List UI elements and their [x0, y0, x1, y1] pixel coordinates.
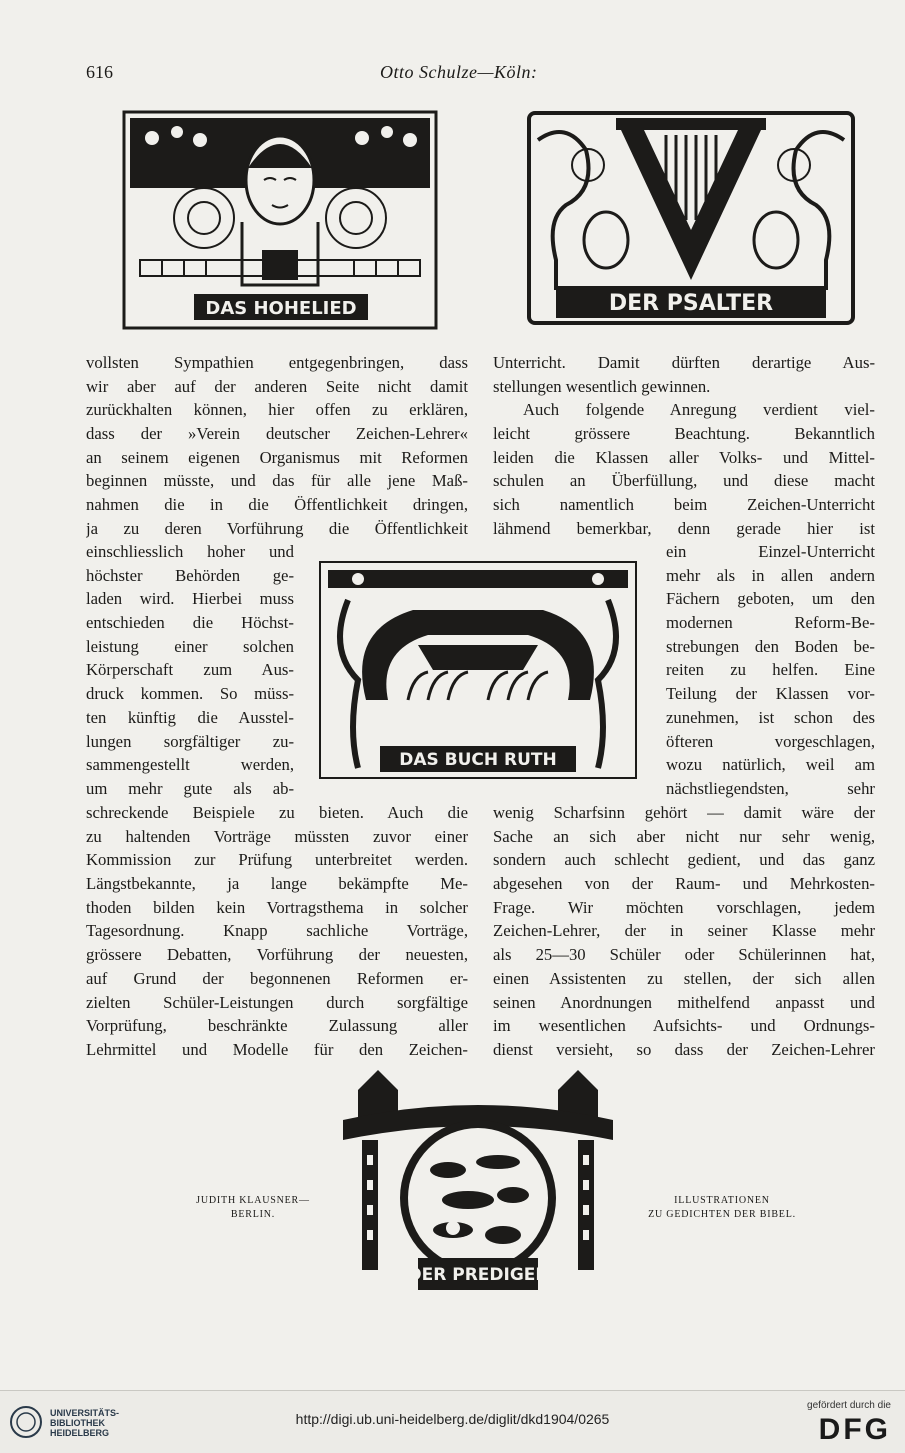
text-line: Auch folgende Anregung verdient viel- — [523, 400, 875, 420]
left-column-bottom — [86, 801, 468, 1062]
text-line: Frage. Wir möchten vorschlagen, jedem — [493, 897, 875, 917]
text-line: auf Grund der begonnenen Reformen er- — [86, 968, 468, 988]
text-line: entschieden die Höchst- — [86, 613, 294, 633]
text-line: reiten zu helfen. Eine — [666, 660, 875, 680]
text-line: zu haltenden Vorträge müssten zuvor einer — [86, 826, 468, 846]
text-line: laden wird. Hierbei muss — [86, 589, 294, 609]
text-line: nächstliegendsten, sehr — [666, 778, 875, 798]
illustration-hohelied — [122, 110, 438, 330]
prediger-title: DER PREDIGER — [407, 1265, 549, 1285]
text-line: dass der »Verein deutscher Zeichen-Lehrer« — [86, 424, 468, 444]
page-number: 616 — [86, 62, 113, 82]
text-line: schreckende Beispiele zu bieten. Auch die — [86, 803, 468, 822]
left-column-top — [86, 351, 468, 541]
library-name-line: HEIDELBERG — [50, 1428, 110, 1438]
text-line: ein Einzel-Unterricht — [666, 542, 875, 561]
text-line: höchster Behörden ge- — [86, 565, 294, 585]
caption-artist — [168, 1194, 338, 1222]
text-line: als 25—30 Schüler oder Schülerinnen hat, — [493, 945, 875, 965]
text-line: um mehr gute als ab- — [86, 778, 294, 798]
psalter-title: DER PSALTER — [608, 291, 774, 316]
text-line: zurückhalten können, hier offen zu erklären, — [86, 400, 468, 420]
text-line: Vorprüfung, beschränkte Zulassung aller — [86, 1016, 468, 1036]
ruth-title: DAS BUCH RUTH — [399, 750, 557, 770]
text-line: wir aber auf der anderen Seite nicht damit — [86, 376, 468, 396]
text-line: stellungen wesentlich gewinnen. — [493, 376, 711, 396]
right-column-top — [493, 351, 875, 541]
caption-title — [622, 1194, 822, 1222]
caption-artist-name: JUDITH KLAUSNER— — [196, 1195, 310, 1206]
text-line: wenig Scharfsinn gehört — damit wäre der — [493, 803, 875, 822]
text-line: Längstbekannte, ja lange bekämpfte Me- — [86, 874, 468, 894]
text-line: Unterricht. Damit dürften derartige Aus- — [493, 353, 875, 372]
text-line: seinen Anordnungen mithelfend anpasst und — [493, 992, 875, 1012]
text-line: thoden bilden kein Vortragsthema in solcher — [86, 897, 468, 917]
text-line: einschliesslich hoher und — [86, 542, 294, 561]
right-column-wrap — [666, 540, 875, 801]
text-line: Körperschaft zum Aus- — [86, 660, 294, 680]
text-line: abgesehen von der Raum- und Mehrkosten- — [493, 874, 875, 894]
text-line: Lehrmittel und Modelle für den Zeichen- — [86, 1039, 468, 1059]
text-line: strebungen den Boden be- — [666, 636, 875, 656]
illustration-prediger — [338, 1070, 618, 1295]
text-line: sammengestellt werden, — [86, 755, 294, 775]
text-line: Zeichen-Lehrer, der in seiner Klasse mehr — [493, 921, 875, 941]
dfg-logo: DFG — [818, 1413, 891, 1446]
text-line: lähmend bemerkbar, denn gerade hier ist — [493, 518, 875, 538]
text-line: Fächern geboten, um den — [666, 589, 875, 609]
text-line: druck kommen. So müss- — [86, 684, 294, 704]
text-line: wozu natürlich, weil am — [666, 755, 875, 775]
caption-line-2: ZU GEDICHTEN DER BIBEL. — [648, 1209, 796, 1220]
text-line: zunehmen, ist schon des — [666, 707, 875, 727]
hohelied-title: DAS HOHELIED — [205, 298, 357, 319]
text-line: öfteren vorgeschlagen, — [666, 731, 875, 751]
text-line: ten künftig die Ausstel- — [86, 707, 294, 727]
permalink[interactable]: http://digi.ub.uni-heidelberg.de/diglit/dkd1904/0265 — [295, 1411, 610, 1427]
running-title: Otto Schulze—Köln: — [380, 62, 538, 82]
text-line: leiden die Klassen aller Volks- und Mittel- — [493, 447, 875, 467]
text-line: an seinem eigenen Organismus mit Reformen — [86, 447, 468, 467]
text-line: schulen an Überfüllung, und diese macht — [493, 471, 875, 491]
text-line: Teilung der Klassen vor- — [666, 684, 875, 704]
text-line: nahmen die in die Öffentlichkeit dringen, — [86, 495, 468, 515]
text-line: leistung einer solchen — [86, 636, 294, 656]
text-line: zielten Schüler-Leistungen durch sorgfältige — [86, 992, 468, 1012]
text-line: einen Assistenten zu stellen, der sich allen — [493, 968, 875, 988]
text-line: beginnen müsste, und das für alle jene Maß- — [86, 471, 468, 491]
footer-bar — [0, 1390, 905, 1453]
caption-line-1: ILLUSTRATIONEN — [674, 1195, 770, 1206]
text-line: leicht grössere Beachtung. Bekanntlich — [493, 424, 875, 444]
text-line: im wesentlichen Aufsichts- und Ordnungs- — [493, 1016, 875, 1036]
library-name-line: BIBLIOTHEK — [50, 1418, 105, 1428]
text-line: sondern auch schlecht gedient, und das ganz — [493, 850, 875, 870]
text-line: mehr als in allen andern — [666, 565, 875, 585]
text-line: ja zu deren Vorführung die Öffentlichkeit — [86, 518, 468, 538]
left-column-wrap — [86, 540, 294, 801]
funding-note: gefördert durch die — [807, 1400, 891, 1411]
illustration-psalter — [526, 110, 856, 326]
text-line: Sache an sich aber nicht nur sehr wenig, — [493, 826, 875, 846]
text-line: Tagesordnung. Knapp sachliche Vorträge, — [86, 921, 468, 941]
text-line: grössere Debatten, Vorführung der neuesten, — [86, 945, 468, 965]
text-line: dienst versieht, so dass der Zeichen-Lehrer — [493, 1039, 875, 1059]
library-name-line: UNIVERSITÄTS- — [50, 1408, 120, 1418]
text-line: vollsten Sympathien entgegenbringen, dass — [86, 353, 468, 372]
illustration-ruth — [318, 560, 638, 780]
right-column-bottom — [493, 801, 875, 1062]
text-line: sich namentlich beim Zeichen-Unterricht — [493, 495, 875, 515]
text-line: lungen sorgfältiger zu- — [86, 731, 294, 751]
text-line: modernen Reform-Be- — [666, 613, 875, 633]
caption-artist-city: BERLIN. — [230, 1209, 276, 1220]
text-line: Kommission zur Prüfung unterbreitet werden. — [86, 850, 468, 870]
